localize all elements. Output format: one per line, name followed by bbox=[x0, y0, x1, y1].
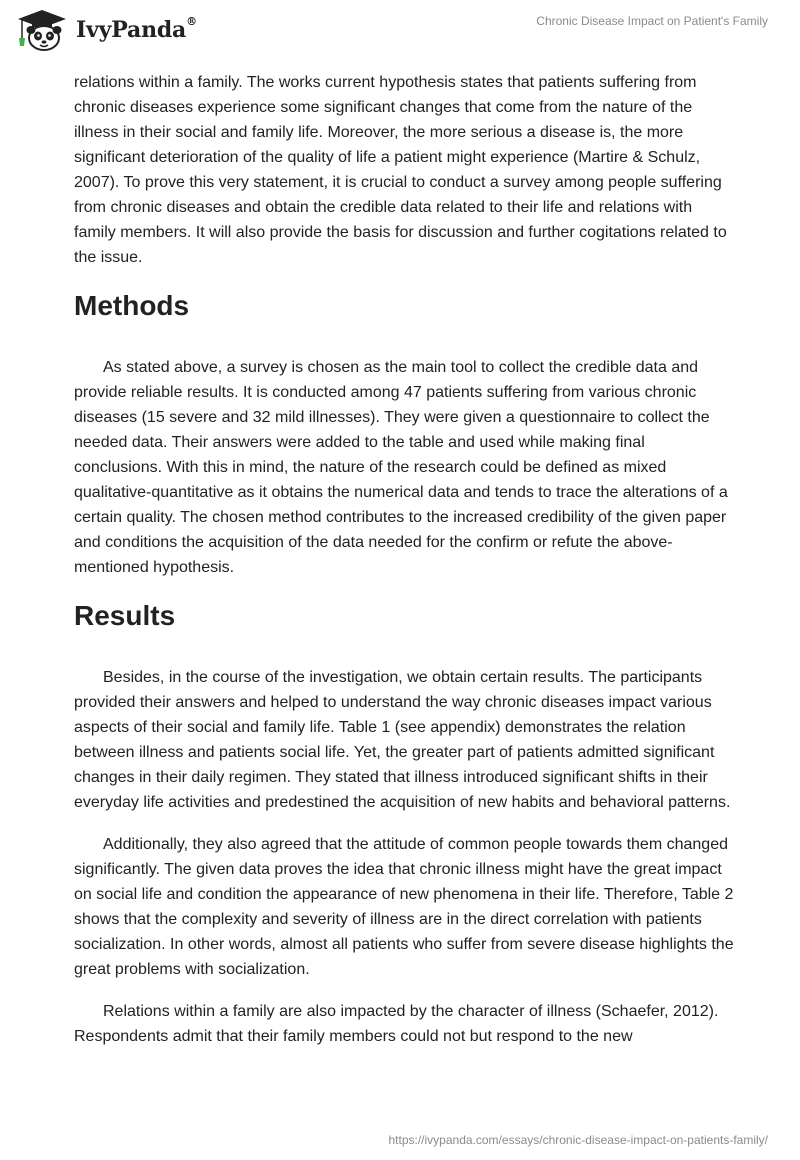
registered-mark: ® bbox=[186, 14, 197, 28]
brand-name-text: IvyPanda bbox=[76, 17, 187, 43]
brand-name bbox=[76, 14, 197, 43]
source-url[interactable]: https://ivypanda.com/essays/chronic-disease-impact-on-patients-family/ bbox=[388, 1133, 768, 1147]
panda-mascot-icon bbox=[14, 8, 70, 52]
methods-paragraph: As stated above, a survey is chosen as the main tool to collect the credible data and provide reliable results. It is conducted among 47 patients suffering from various chronic diseases (15 severe and 32 mild illnesses). They were given a questionnaire to collect the needed data. Their answers were added to the table and used while making final conclusions. With this in mind, the nature of the research could be defined as mixed qualitative-quantitative as it obtains the numerical data and tends to trace the alterations of a certain quality. The chosen method contributes to the increased credibility of the given paper and conditions the acquisition of the data needed for the confirm or refute the above-mentioned hypothesis. bbox=[74, 359, 728, 576]
methods-heading: Methods bbox=[74, 290, 190, 321]
document-title: Chronic Disease Impact on Patient's Family bbox=[536, 14, 768, 28]
results-paragraph-1: Besides, in the course of the investigation, we obtain certain results. The participants provided their answers and helped to understand the way chronic diseases impact various aspects of their social and family life. Table 1 (see appendix) demonstrates the relation between illness and patients social life. Yet, the greater part of patients admitted significant changes in their daily regimen. They stated that illness introduced significant shifts in their everyday life activities and predestined the acquisition of new habits and behavioral patterns. bbox=[74, 669, 731, 811]
results-heading: Results bbox=[74, 600, 176, 631]
results-paragraph-2: Additionally, they also agreed that the attitude of common people towards them changed significantly. The given data proves the idea that chronic illness might have the great impact on social life and condition the appearance of new phenomena in their life. Therefore, Table 2 shows that the complexity and severity of illness are in the direct correlation with patients socialization. In other words, almost all patients who suffer from severe disease highlights the great problems with socialization. bbox=[74, 836, 734, 978]
brand-logo[interactable] bbox=[14, 8, 197, 52]
page-header bbox=[0, 0, 800, 70]
intro-paragraph: relations within a family. The works current hypothesis states that patients suffering from chronic diseases experience some significant changes that come from the nature of the illness in their social and family life. Moreover, the more serious a disease is, the more significant deterioration of the quality of life a patient might experience (Martire & Schulz, 2007). To prove this very statement, it is crucial to conduct a survey among people suffering from chronic diseases and obtain the credible data related to their life and relations with family members. It will also provide the basis for discussion and further cogitations related to the issue. bbox=[74, 74, 727, 266]
essay-content bbox=[74, 70, 734, 1066]
results-paragraph-3: Relations within a family are also impacted by the character of illness (Schaefer, 2012). Respondents admit that their family members could not but respond to the new bbox=[74, 1003, 719, 1045]
